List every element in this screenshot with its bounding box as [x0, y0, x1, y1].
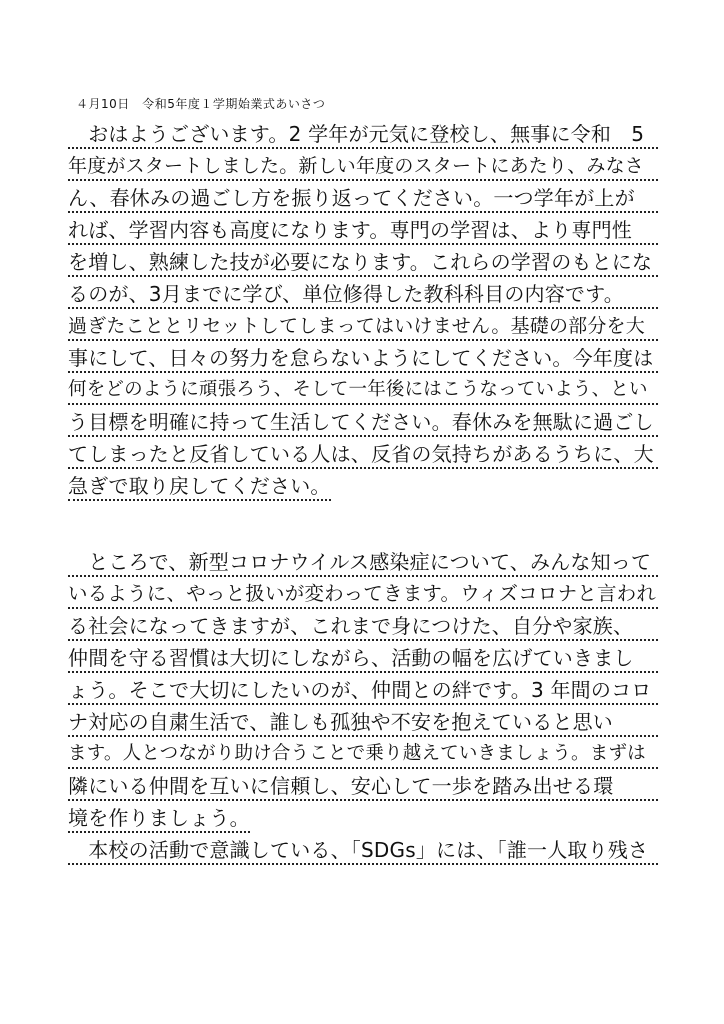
paragraph-1-line: 何をどのように頑張ろう、そして一年後にはこうなっていよう、とい	[68, 377, 658, 405]
paragraph-1-line-last: 急ぎで取り戻してください。	[68, 473, 331, 501]
document-header: ４月10日 令和5年度１学期始業式あいさつ	[76, 97, 326, 111]
paragraph-3-line: 本校の活動で意識している、「SDGs」には、「誰一人取り残さ	[68, 837, 658, 865]
paragraph-2-line: いるように、やっと扱いが変わってきます。ウィズコロナと言われ	[68, 581, 658, 609]
paragraph-1-line: るのが、3月までに学び、単位修得した教科科目の内容です。	[68, 281, 658, 309]
paragraph-2-line: 隣にいる仲間を互いに信頼し、安心して一歩を踏み出せる環	[68, 773, 658, 801]
paragraph-2-line: ょう。そこで大切にしたいのが、仲間との絆です。3 年間のコロ	[68, 677, 658, 705]
paragraph-1-line: てしまったと反省している人は、反省の気持ちがあるうちに、大	[68, 441, 658, 469]
paragraph-1-line: う目標を明確に持って生活してください。春休みを無駄に過ごし	[68, 409, 658, 437]
paragraph-1-line: おはようございます。2 学年が元気に登校し、無事に令和 5	[68, 121, 658, 149]
paragraph-2-line: ナ対応の自粛生活で、誰しも孤独や不安を抱えていると思い	[68, 709, 658, 737]
paragraph-1-line: 年度がスタートしました。新しい年度のスタートにあたり、みなさ	[68, 153, 658, 181]
paragraph-2-line-short: 境を作りましょう。	[68, 805, 250, 833]
paragraph-1-line: れば、学習内容も高度になります。専門の学習は、より専門性	[68, 217, 658, 245]
paragraph-2-line: ところで、新型コロナウイルス感染症について、みんな知って	[68, 549, 658, 577]
paragraph-2-line: る社会になってきますが、これまで身につけた、自分や家族、	[68, 613, 658, 641]
paragraph-1-line: 事にして、日々の努力を怠らないようにしてください。今年度は	[68, 345, 658, 373]
paragraph-1-line: ん、春休みの過ごし方を振り返ってください。一つ学年が上が	[68, 185, 658, 213]
paragraph-2-line: 仲間を守る習慣は大切にしながら、活動の幅を広げていきまし	[68, 645, 658, 673]
paragraph-1-line: 過ぎたこととリセットしてしまってはいけません。基礎の部分を大	[68, 313, 658, 341]
paragraph-1-line: を増し、熟練した技が必要になります。これらの学習のもとにな	[68, 249, 658, 277]
paragraph-2-line: ます。人とつながり助け合うことで乗り越えていきましょう。まずは	[68, 741, 658, 769]
